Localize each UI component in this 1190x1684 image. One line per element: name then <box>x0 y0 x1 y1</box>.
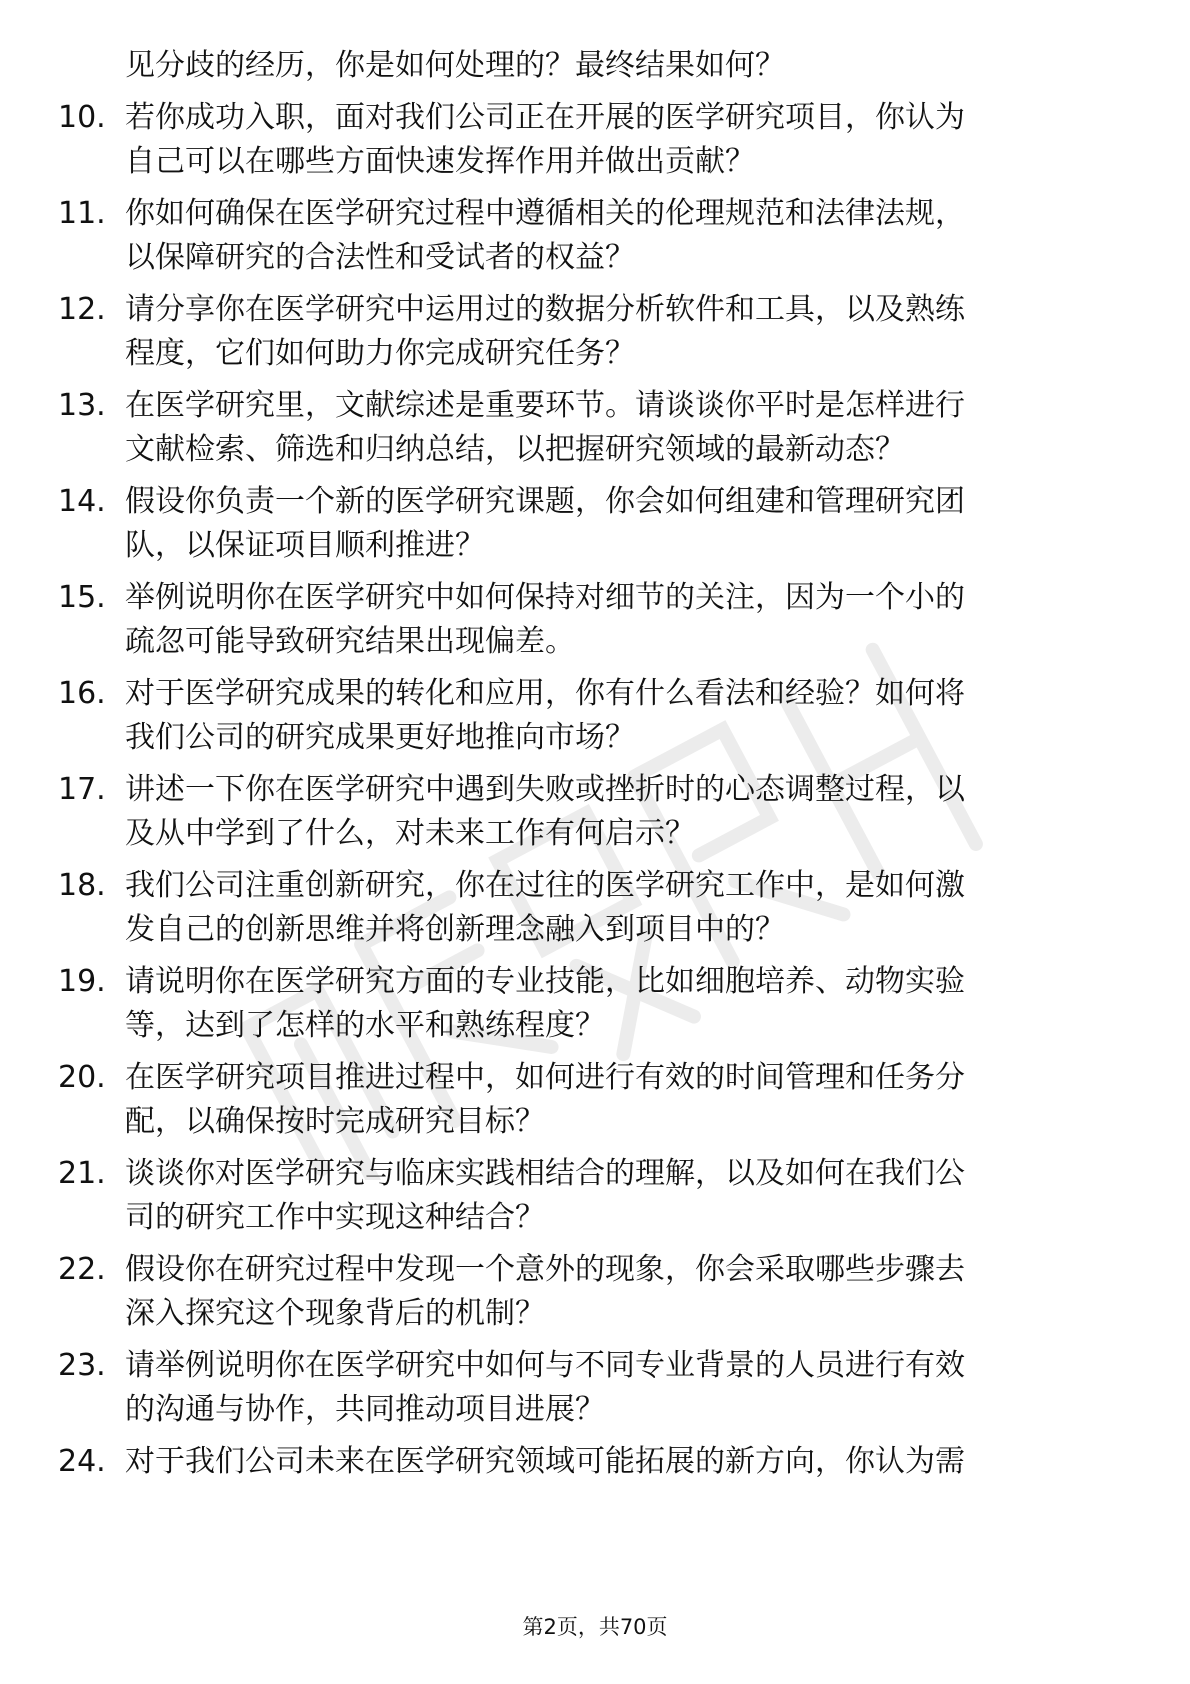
question-text-line: 疏忽可能导致研究结果出现偏差。 <box>125 624 575 659</box>
question-list <box>58 44 1118 1492</box>
question-number: 10. <box>58 100 106 135</box>
question-text <box>125 1344 1118 1432</box>
question-item <box>58 576 1118 664</box>
question-item <box>58 672 1118 760</box>
question-number: 19. <box>58 964 106 999</box>
question-text-line: 举例说明你在医学研究中如何保持对细节的关注，因为一个小的 <box>125 580 965 615</box>
question-text <box>125 672 1118 760</box>
question-item <box>58 1056 1118 1144</box>
question-number: 24. <box>58 1444 106 1479</box>
question-text <box>125 960 1118 1048</box>
question-item <box>58 1248 1118 1336</box>
question-number: 22. <box>58 1252 106 1287</box>
question-text-line: 若你成功入职，面对我们公司正在开展的医学研究项目，你认为 <box>125 100 965 135</box>
question-number: 14. <box>58 484 106 519</box>
question-text-line: 假设你负责一个新的医学研究课题，你会如何组建和管理研究团 <box>125 484 965 519</box>
question-text-line: 文献检索、筛选和归纳总结，以把握研究领域的最新动态？ <box>125 432 905 467</box>
question-text-line: 讲述一下你在医学研究中遇到失败或挫折时的心态调整过程，以 <box>125 772 965 807</box>
question-number: 16. <box>58 676 106 711</box>
question-text-line: 配，以确保按时完成研究目标？ <box>125 1104 545 1139</box>
continuation-line: 见分歧的经历，你是如何处理的？最终结果如何？ <box>125 48 785 83</box>
page-footer: 第2页，共70页 <box>522 1615 668 1639</box>
question-text <box>125 192 1118 280</box>
question-text-line: 等，达到了怎样的水平和熟练程度？ <box>125 1008 605 1043</box>
question-text-line: 的沟通与协作，共同推动项目进展？ <box>125 1392 605 1427</box>
question-number: 21. <box>58 1156 106 1191</box>
question-item <box>58 1440 1118 1484</box>
question-number: 17. <box>58 772 106 807</box>
question-item <box>58 864 1118 952</box>
question-item <box>58 768 1118 856</box>
question-text <box>125 576 1118 664</box>
question-text <box>125 384 1118 472</box>
question-item <box>58 1344 1118 1432</box>
question-text <box>125 768 1118 856</box>
question-text-line: 发自己的创新思维并将创新理念融入到项目中的？ <box>125 912 785 947</box>
question-text-line: 请举例说明你在医学研究中如何与不同专业背景的人员进行有效 <box>125 1348 965 1383</box>
question-text-line: 我们公司注重创新研究，你在过往的医学研究工作中，是如何激 <box>125 868 965 903</box>
question-text-line: 对于医学研究成果的转化和应用，你有什么看法和经验？如何将 <box>125 676 965 711</box>
question-item <box>58 1152 1118 1240</box>
question-text-line: 以保障研究的合法性和受试者的权益？ <box>125 240 635 275</box>
question-number: 13. <box>58 388 106 423</box>
question-text <box>125 1248 1118 1336</box>
question-text <box>125 1440 1118 1484</box>
question-text-line: 请说明你在医学研究方面的专业技能，比如细胞培养、动物实验 <box>125 964 965 999</box>
question-item <box>58 384 1118 472</box>
question-text <box>125 480 1118 568</box>
question-text <box>125 1056 1118 1144</box>
question-number: 20. <box>58 1060 106 1095</box>
question-number: 11. <box>58 196 106 231</box>
question-text-line: 在医学研究项目推进过程中，如何进行有效的时间管理和任务分 <box>125 1060 965 1095</box>
question-text <box>125 1152 1118 1240</box>
question-text-line: 队，以保证项目顺利推进？ <box>125 528 485 563</box>
question-text <box>125 864 1118 952</box>
question-text-line: 请分享你在医学研究中运用过的数据分析软件和工具，以及熟练 <box>125 292 965 327</box>
question-number: 12. <box>58 292 106 327</box>
question-item <box>58 192 1118 280</box>
question-text <box>125 288 1118 376</box>
question-text-line: 及从中学到了什么，对未来工作有何启示？ <box>125 816 695 851</box>
question-text <box>125 96 1118 184</box>
question-text-line: 谈谈你对医学研究与临床实践相结合的理解，以及如何在我们公 <box>125 1156 965 1191</box>
question-item <box>58 288 1118 376</box>
question-number: 15. <box>58 580 106 615</box>
question-text-line: 假设你在研究过程中发现一个意外的现象，你会采取哪些步骤去 <box>125 1252 965 1287</box>
question-item <box>58 480 1118 568</box>
question-item <box>58 960 1118 1048</box>
question-text-line: 程度，它们如何助力你完成研究任务？ <box>125 336 635 371</box>
question-text-line: 你如何确保在医学研究过程中遵循相关的伦理规范和法律法规， <box>125 196 965 231</box>
question-text-line: 我们公司的研究成果更好地推向市场？ <box>125 720 635 755</box>
question-number: 18. <box>58 868 106 903</box>
question-text-line: 在医学研究里，文献综述是重要环节。请谈谈你平时是怎样进行 <box>125 388 965 423</box>
question-item <box>58 96 1118 184</box>
question-text-line: 司的研究工作中实现这种结合？ <box>125 1200 545 1235</box>
question-number: 23. <box>58 1348 106 1383</box>
question-text-line: 自己可以在哪些方面快速发挥作用并做出贡献？ <box>125 144 755 179</box>
question-text-line: 深入探究这个现象背后的机制？ <box>125 1296 545 1331</box>
question-text-line: 对于我们公司未来在医学研究领域可能拓展的新方向，你认为需 <box>125 1444 965 1479</box>
